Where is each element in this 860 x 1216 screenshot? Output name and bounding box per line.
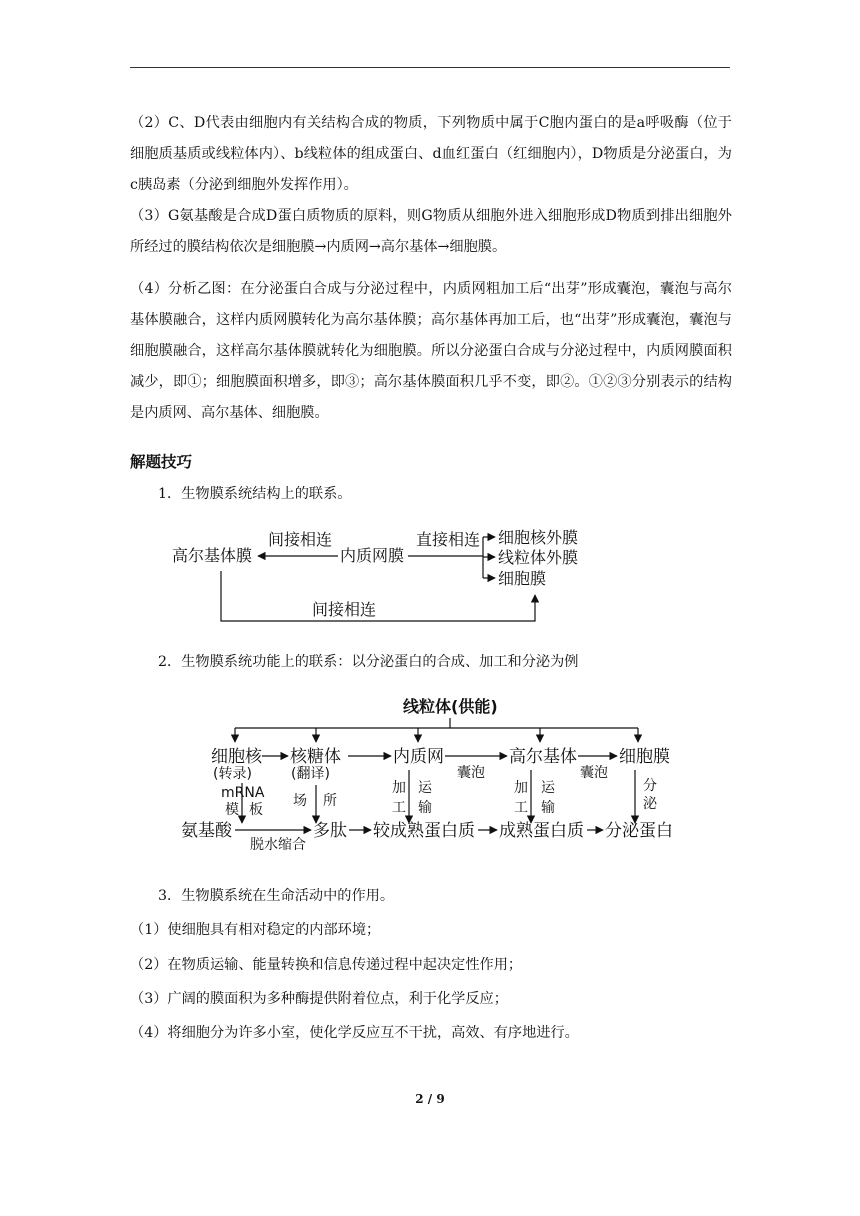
- transcription-label: (转录): [213, 766, 252, 782]
- vesicle-label-1: 囊泡: [457, 765, 485, 781]
- dehydration-label: 脱水缩合: [250, 837, 306, 853]
- amino-acid-label: 氨基酸: [181, 821, 232, 841]
- process-label-2: 工: [392, 800, 406, 816]
- translation-label: (翻译): [291, 766, 330, 782]
- secreted-protein-label: 分泌蛋白: [605, 821, 673, 841]
- list-item-3: （3）广阔的膜面积为多种酶提供附着位点，利于化学反应；: [130, 991, 508, 1007]
- section-heading: 解题技巧: [130, 453, 193, 471]
- transport-label-1: 运: [418, 780, 432, 796]
- mrna-label: mRNA: [221, 785, 265, 801]
- process-label-4: 工: [514, 800, 528, 816]
- process-label-3: 加: [514, 780, 528, 796]
- immature-protein-label: 较成熟蛋白质: [373, 821, 475, 841]
- indirect-link-label-top: 间接相连: [268, 530, 333, 549]
- process-label-1: 加: [392, 780, 406, 796]
- nuclear-membrane-label: 细胞核外膜: [498, 528, 579, 547]
- cell-membrane-label: 细胞膜: [498, 569, 547, 588]
- list-item-4: （4）将细胞分为许多小室，使化学反应互不干扰，高效、有序地进行。: [130, 1025, 579, 1041]
- mature-protein-label: 成熟蛋白质: [499, 821, 584, 841]
- site-label-1: 场: [293, 793, 307, 809]
- transport-label-2: 输: [418, 800, 432, 816]
- list-item-2: （2）在物质运输、能量转换和信息传递过程中起决定性作用；: [130, 957, 523, 973]
- golgi-membrane-label: 高尔基体膜: [172, 546, 253, 565]
- header-rule: [130, 67, 730, 68]
- ribosome-label: 核糖体: [290, 747, 341, 767]
- page-number: 2 / 9: [415, 1092, 445, 1106]
- transport-label-3: 运: [541, 780, 555, 796]
- transport-label-4: 输: [541, 800, 555, 816]
- er-membrane-label: 内质网膜: [340, 546, 405, 565]
- polypeptide-label: 多肽: [313, 821, 347, 841]
- nucleus-label: 细胞核: [211, 747, 262, 767]
- paragraph-2: （2）C、D代表由细胞内有关结构合成的物质，下列物质中属于C胞内蛋白的是a呼吸酶（位于细胞质基质或线粒体内）、b线粒体的组成蛋白、d血红蛋白（红细胞内），D物质是分泌蛋白，为c胰岛素（分泌到细胞外发挥作用）。: [130, 115, 732, 193]
- secrete-label-1: 分: [643, 778, 657, 794]
- item-3: 3．生物膜系统在生命活动中的作用。: [158, 888, 395, 904]
- secrete-label-2: 泌: [643, 796, 657, 812]
- list-item-1: （1）使细胞具有相对稳定的内部环境；: [130, 922, 381, 938]
- indirect-link-label-bottom: 间接相连: [312, 600, 377, 619]
- mito-membrane-label: 线粒体外膜: [498, 548, 579, 567]
- site-label-2: 所: [323, 793, 337, 809]
- golgi-label: 高尔基体: [509, 747, 577, 767]
- direct-link-label: 直接相连: [416, 530, 481, 549]
- mitochondria-label: 线粒体(供能): [403, 697, 498, 716]
- paragraph-3: （3）G氨基酸是合成D蛋白质物质的原料，则G物质从细胞外进入细胞形成D物质到排出细胞外所经过的膜结构依次是细胞膜→内质网→高尔基体→细胞膜。: [130, 208, 732, 255]
- structure-diagram: [160, 515, 600, 630]
- template-label-2: 板: [249, 802, 263, 818]
- item-2: 2．生物膜系统功能上的联系：以分泌蛋白的合成、加工和分泌为例: [158, 654, 579, 670]
- vesicle-label-2: 囊泡: [580, 765, 608, 781]
- function-diagram: [175, 690, 695, 855]
- item-1: 1．生物膜系统结构上的联系。: [158, 486, 352, 502]
- paragraph-4: （4）分析乙图：在分泌蛋白合成与分泌过程中，内质网粗加工后“出芽”形成囊泡，囊泡与高尔基体膜融合，这样内质网膜转化为高尔基体膜；高尔基体再加工后，也“出芽”形成囊泡，囊泡与细胞膜融合，这样高尔基体膜就转化为细胞膜。所以分泌蛋白合成与分泌过程中，内质网膜面积减少，即①；细胞膜面积增多，即③；高尔基体膜面积几乎不变，即②。①②③分别表示的结构是内质网、高尔基体、细胞膜。: [130, 281, 732, 421]
- membrane-label: 细胞膜: [619, 747, 670, 767]
- template-label-1: 模: [225, 802, 239, 818]
- er-label: 内质网: [393, 747, 444, 767]
